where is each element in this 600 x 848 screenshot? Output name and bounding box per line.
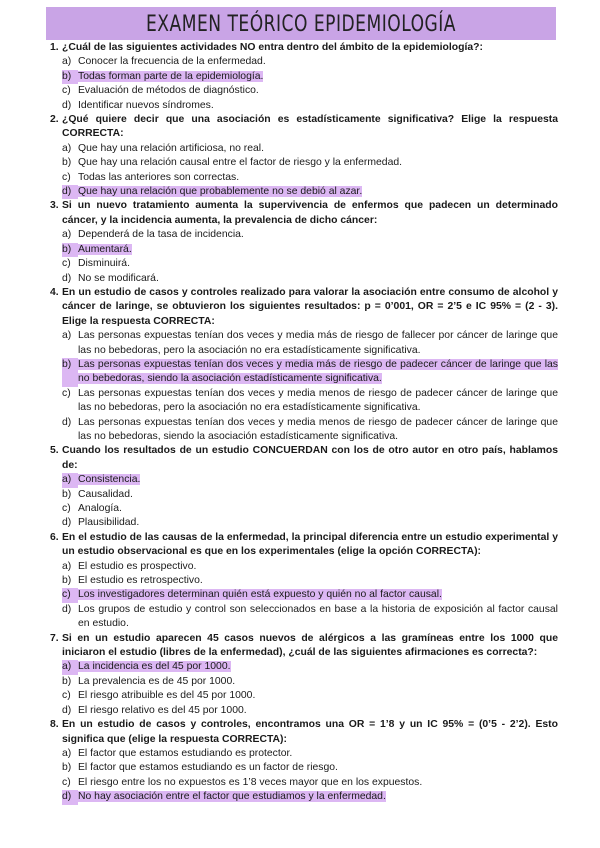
option-7a-highlighted	[40, 660, 558, 674]
option-letter: c)	[62, 85, 71, 97]
option-4c	[40, 387, 558, 416]
option-letter: b)	[62, 358, 78, 387]
question-7	[40, 632, 558, 661]
option-letter: a)	[62, 747, 72, 759]
option-text: Los investigadores determinan quién está expuesto y quién no al factor causal.	[78, 589, 442, 601]
option-text: Las personas expuestas tenían dos veces y media menos de riesgo de padecer cáncer de laringe que las no bebedoras, pero la asociación no era estadísticamente significativa.	[78, 387, 558, 414]
option-8b	[40, 761, 558, 775]
option-text: El riesgo atribuible es del 45 por 1000.	[78, 690, 256, 702]
option-letter: a)	[62, 56, 72, 68]
option-text: Las personas expuestas tenían dos veces y media menos de riesgo de padecer cáncer de laringe que las no bebedoras, siendo la asociación estadísticamente significativa.	[78, 416, 558, 442]
option-text: Que hay una relación artificiosa, no real.	[78, 142, 264, 154]
option-text: El riesgo relativo es del 45 por 1000.	[78, 704, 247, 716]
question-text: ¿Cuál de las siguientes actividades NO entra dentro del ámbito de la epidemiología?:	[62, 42, 483, 53]
option-4d	[40, 416, 558, 445]
option-text: Todas forman parte de la epidemiología.	[78, 70, 264, 82]
option-letter: a)	[62, 142, 72, 154]
question-text: En un estudio de casos y controles, encontramos una OR = 1’8 y un IC 95% = (0’5 - 2’2). Esto significa que (elige la respuesta CORRECTA):	[62, 719, 558, 745]
question-4	[40, 286, 558, 329]
option-1a	[40, 55, 558, 69]
option-5b	[40, 488, 558, 502]
option-text: Evaluación de métodos de diagnóstico.	[78, 85, 259, 97]
option-3b-highlighted	[40, 243, 558, 257]
option-text: Causalidad.	[78, 488, 133, 500]
option-5c	[40, 502, 558, 516]
option-letter: d)	[62, 99, 72, 111]
question-number: 8.	[50, 719, 59, 731]
option-letter: b)	[62, 70, 78, 84]
option-7b	[40, 675, 558, 689]
option-letter: b)	[62, 488, 72, 500]
question-number: 4.	[50, 286, 59, 298]
option-text: Conocer la frecuencia de la enfermedad.	[78, 56, 266, 68]
option-letter: c)	[62, 690, 71, 702]
option-1d	[40, 99, 558, 113]
option-text: El factor que estamos estudiando es un factor de riesgo.	[78, 762, 338, 774]
question-1	[40, 41, 558, 55]
option-7d	[40, 704, 558, 718]
option-2d-highlighted	[40, 185, 558, 199]
question-3	[40, 199, 558, 228]
option-letter: d)	[62, 185, 78, 199]
question-text: En un estudio de casos y controles realizado para valorar la asociación entre consumo de alcohol y cáncer de laringe, se obtuvieron los siguientes resultados: p = 0’001, OR = 2’5 e IC 95% = (2 - 3). Elige la respuesta CORRECTA:	[62, 286, 558, 327]
question-8	[40, 718, 558, 747]
option-letter: d)	[62, 416, 72, 428]
option-letter: c)	[62, 776, 71, 788]
question-5	[40, 444, 558, 473]
option-letter: b)	[62, 762, 72, 774]
title-banner	[46, 7, 556, 40]
option-3c	[40, 257, 558, 271]
option-1b-highlighted	[40, 70, 558, 84]
question-number: 1.	[50, 42, 59, 53]
question-2	[40, 113, 558, 142]
option-letter: c)	[62, 588, 78, 602]
exam-content	[40, 41, 558, 805]
option-letter: b)	[62, 243, 78, 257]
option-letter: d)	[62, 603, 72, 615]
option-letter: a)	[62, 473, 78, 487]
option-text: Que hay una relación causal entre el factor de riesgo y la enfermedad.	[78, 157, 403, 169]
option-text: No se modificará.	[78, 272, 159, 284]
option-text: Analogía.	[78, 503, 122, 514]
option-letter: d)	[62, 272, 72, 284]
question-6	[40, 531, 558, 560]
question-number: 2.	[50, 114, 59, 126]
option-letter: b)	[62, 575, 72, 587]
option-letter: c)	[62, 387, 71, 399]
question-text: ¿Qué quiere decir que una asociación es estadísticamente significativa? Elige la respuesta CORRECTA:	[62, 114, 558, 140]
option-6c-highlighted	[40, 588, 558, 602]
option-7c	[40, 689, 558, 703]
question-text: Si en un estudio aparecen 45 casos nuevos de alérgicos a las gramíneas entre los 1000 que iniciaron el estudio (libres de la enfermedad), ¿cuál de las siguientes afirmaciones es correcta?:	[62, 632, 558, 659]
option-letter: d)	[62, 790, 78, 804]
option-text: Disminuirá.	[78, 258, 130, 270]
option-text: La incidencia es del 45 por 1000.	[78, 661, 231, 673]
option-letter: d)	[62, 517, 72, 529]
option-text: Las personas expuestas tenían dos veces y media más de riesgo de padecer cáncer de laringe que las no bebedoras, siendo la asociación estadísticamente significativa.	[78, 358, 558, 385]
option-6a	[40, 560, 558, 574]
option-letter: c)	[62, 258, 71, 270]
option-letter: b)	[62, 675, 72, 687]
option-text: Identificar nuevos síndromes.	[78, 99, 214, 111]
option-text: Las personas expuestas tenían dos veces y media más de riesgo de fallecer por cáncer de laringe que las no bebedoras, pero la asociación no era estadísticamente significativa.	[78, 330, 558, 356]
option-8d-highlighted	[40, 790, 558, 804]
option-3d	[40, 272, 558, 286]
option-text: Los grupos de estudio y control son seleccionados en base a la historia de exposición al factor causal en estudio.	[78, 603, 558, 630]
option-5a-highlighted	[40, 473, 558, 487]
option-3a	[40, 228, 558, 242]
option-4a	[40, 329, 558, 358]
option-text: El estudio es retrospectivo.	[78, 575, 203, 587]
option-text: No hay asociación entre el factor que estudiamos y la enfermedad.	[78, 791, 386, 803]
option-text: Plausibilidad.	[78, 517, 140, 529]
option-letter: a)	[62, 330, 72, 342]
option-6d	[40, 603, 558, 632]
question-number: 6.	[50, 531, 59, 543]
option-2a	[40, 142, 558, 156]
option-letter: a)	[62, 660, 78, 674]
option-letter: d)	[62, 704, 72, 716]
option-text: La prevalencia es de 45 por 1000.	[78, 675, 236, 687]
option-8a	[40, 747, 558, 761]
option-text: El estudio es prospectivo.	[78, 560, 197, 572]
question-number: 5.	[50, 445, 59, 457]
option-letter: a)	[62, 229, 72, 241]
option-letter: c)	[62, 503, 71, 514]
option-text: El factor que estamos estudiando es protector.	[78, 747, 293, 759]
option-text: Todas las anteriores son correctas.	[78, 171, 240, 183]
option-5d	[40, 516, 558, 530]
option-2c	[40, 171, 558, 185]
option-1c	[40, 84, 558, 98]
question-text: Cuando los resultados de un estudio CONCUERDAN con los de otro autor en otro país, hablamos de:	[62, 445, 558, 471]
page-title: EXAMEN TEÓRICO EPIDEMIOLOGÍA	[146, 10, 456, 37]
option-text: Dependerá de la tasa de incidencia.	[78, 229, 244, 241]
option-letter: c)	[62, 171, 71, 183]
question-number: 3.	[50, 200, 59, 212]
option-6b	[40, 574, 558, 588]
option-letter: a)	[62, 560, 72, 572]
option-text: El riesgo entre los no expuestos es 1’8 veces mayor que en los expuestos.	[78, 776, 423, 788]
question-text: Si un nuevo tratamiento aumenta la supervivencia de enfermos que padecen un determinado cáncer, y la incidencia aumenta, la prevalencia de dicho cáncer:	[62, 200, 558, 226]
option-letter: b)	[62, 157, 72, 169]
question-text: En el estudio de las causas de la enfermedad, la principal diferencia entre un estudio experimental y un estudio observacional es que en los experimentales (elige la opción CORRECTA):	[62, 531, 558, 558]
option-text: Consistencia.	[78, 474, 141, 486]
option-text: Aumentará.	[78, 243, 132, 255]
option-8c	[40, 776, 558, 790]
option-2b	[40, 156, 558, 170]
option-text: Que hay una relación que probablemente no se debió al azar.	[78, 186, 363, 198]
question-number: 7.	[50, 632, 59, 644]
option-4b-highlighted	[40, 358, 558, 387]
